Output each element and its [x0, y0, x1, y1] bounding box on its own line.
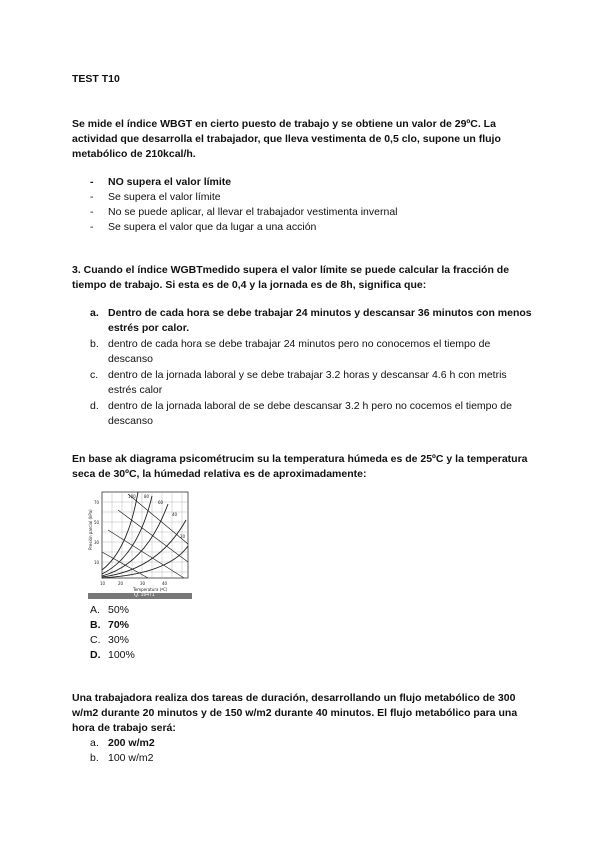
svg-text:100: 100: [128, 494, 136, 499]
question-4-options: [72, 603, 532, 663]
option[interactable]: d. dentro de la jornada laboral de se debe descansar 3.2 h pero no cocemos el tiempo de descanso: [90, 400, 512, 427]
svg-text:40: 40: [172, 512, 178, 517]
option[interactable]: b. 100 w/m2: [90, 752, 154, 764]
svg-text:Temperatura (ºC): Temperatura (ºC): [133, 587, 168, 592]
question-4-prompt: En base ak diagrama psicométrucim su la temperatura húmeda es de 25ºC y la temperatura seca de 30ºC, la húmedad relativa es de aproximadamente:: [72, 453, 528, 480]
psychrometric-chart: [88, 490, 192, 598]
psychrometric-chart-figure: [88, 490, 192, 594]
svg-text:50: 50: [94, 520, 100, 525]
option[interactable]: c. dentro de la jornada laboral y se debe trabajar 3.2 horas y descansar 4.6 h con metris estrés calor: [90, 369, 507, 396]
option[interactable]: - NO supera el valor límite: [90, 176, 232, 188]
page-title: TEST T10: [72, 73, 120, 85]
svg-text:Presión parcial (kPa): Presión parcial (kPa): [88, 509, 93, 550]
svg-text:30: 30: [140, 581, 146, 586]
option[interactable]: C. 30%: [90, 634, 130, 646]
option[interactable]: - Se supera el valor que da lugar a una acción: [90, 221, 317, 233]
option[interactable]: a. Dentro de cada hora se debe trabajar 24 minutos y descansar 36 minutos con menos estrés por calor.: [90, 307, 532, 334]
question-1-prompt: Se mide el índice WBGT en cierto puesto de trabajo y se obtiene un valor de 29ºC. La actividad que desarrolla el trabajador, que lleva vestimenta de 0,5 clo, supone un flujo metabólico de 210kcal/h.: [72, 118, 501, 160]
svg-text:20: 20: [180, 534, 186, 539]
option[interactable]: D. 100%: [90, 649, 135, 661]
svg-text:10: 10: [94, 560, 100, 565]
svg-text:30: 30: [94, 540, 100, 545]
option[interactable]: - No se puede aplicar, al llevar el trabajador vestimenta invernal: [90, 206, 398, 218]
question-3-options: [72, 306, 532, 429]
option[interactable]: a. 200 w/m2: [90, 737, 155, 749]
option[interactable]: B. 70%: [90, 619, 130, 631]
svg-text:80: 80: [144, 494, 150, 499]
svg-text:10: 10: [100, 581, 106, 586]
option[interactable]: b. dentro de cada hora se debe trabajar 24 minutos pero no conocemos el tiempo de descanso: [90, 338, 491, 365]
option[interactable]: A. 50%: [90, 604, 130, 616]
question-1-options: [72, 175, 532, 235]
svg-text:60: 60: [158, 500, 164, 505]
option[interactable]: - Se supera el valor límite: [90, 191, 221, 203]
question-5-prompt: Una trabajadora realiza dos tareas de duración, desarrollando un flujo metabólico de 300 w/m2 durante 20 minutos y de 150 w/m2 durante 40 minutos. El flujo metabólico para una hora de trabajo será:: [72, 692, 518, 734]
chart-caption: Q. 16471: [134, 592, 155, 598]
question-5-options: [72, 736, 532, 766]
svg-text:40: 40: [162, 581, 168, 586]
question-3-prompt: 3. Cuando el índice WGBTmedido supera el valor límite se puede calcular la fracción de tiempo de trabajo. Si esta es de 0,4 y la jornada es de 8h, significa que:: [72, 264, 510, 291]
svg-text:70: 70: [94, 500, 100, 505]
svg-text:20: 20: [118, 581, 124, 586]
chart-caption-bar: [88, 593, 192, 599]
